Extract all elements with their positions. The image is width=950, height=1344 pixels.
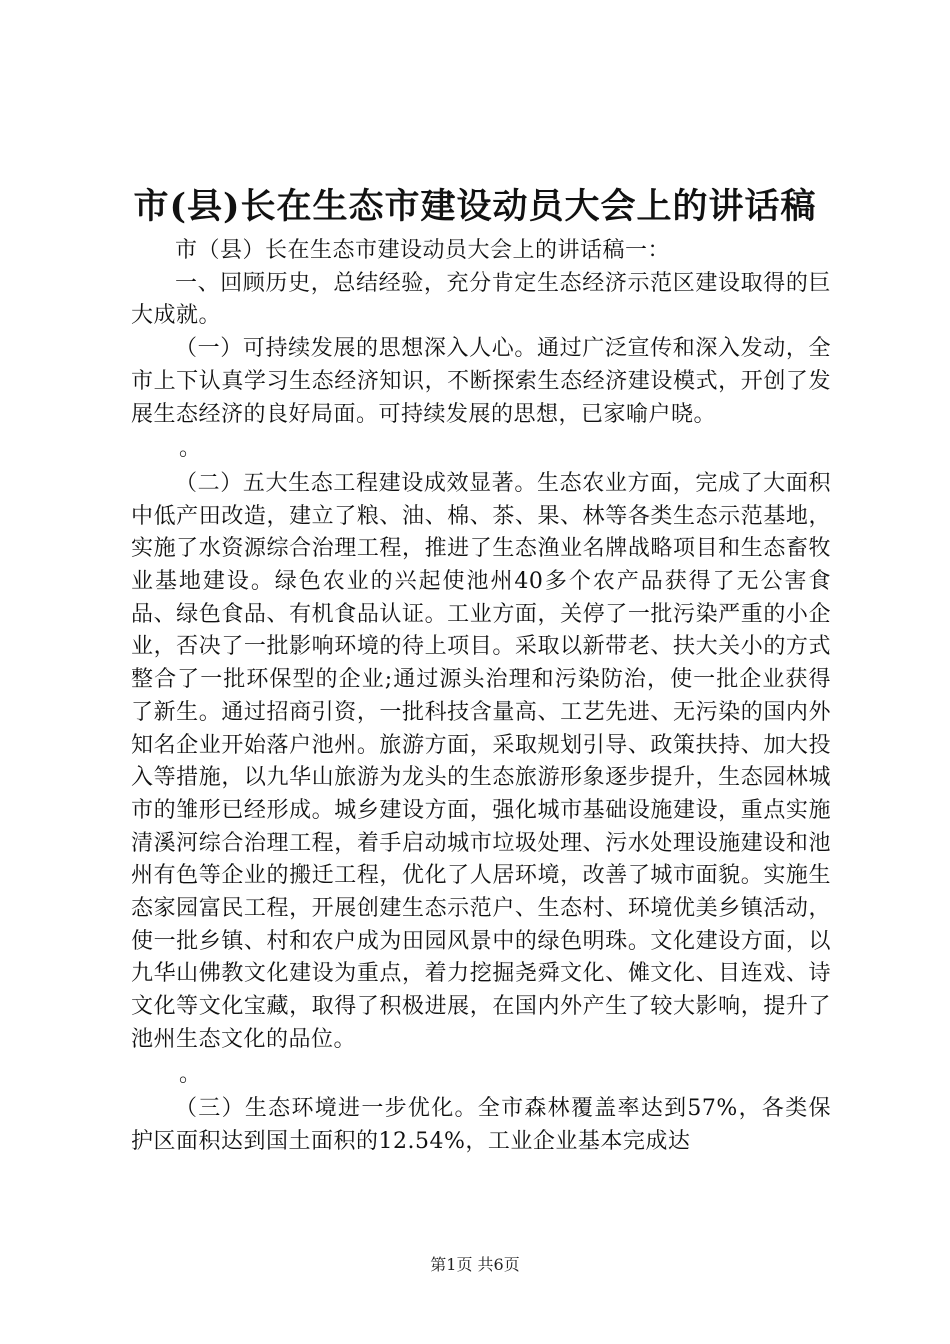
- paragraph-point-3: （三）生态环境进一步优化。全市森林覆盖率达到57%，各类保护区面积达到国土面积的12.54%，工业企业基本完成达: [131, 1096, 831, 1154]
- paragraph-point-2: （二）五大生态工程建设成效显著。生态农业方面，完成了大面积中低产田改造，建立了粮、油、棉、茶、果、林等各类生态示范基地，实施了水资源综合治理工程，推进了生态渔业名牌战略项目和生态畜牧业基地建设。绿色农业的兴起使池州40多个农产品获得了无公害食品、绿色食品、有机食品认证。工业方面，关停了一批污染严重的小企业，否决了一批影响环境的待上项目。采取以新带老、扶大关小的方式整合了一批环保型的企业;通过源头治理和污染防治，使一批企业获得了新生。通过招商引资，一批科技含量高、工艺先进、无污染的国内外知名企业开始落户池州。旅游方面，采取规划引导、政策扶持、加大投入等措施，以九华山旅游为龙头的生态旅游形象逐步提升，生态园林城市的雏形已经形成。城乡建设方面，强化城市基础设施建设，重点实施清溪河综合治理工程，着手启动城市垃圾处理、污水处理设施建设和池州有色等企业的搬迁工程，优化了人居环境，改善了城市面貌。实施生态家园富民工程，开展创建生态示范户、生态村、环境优美乡镇活动，使一批乡镇、村和农户成为田园风景中的绿色明珠。文化建设方面，以九华山佛教文化建设为重点，着力挖掘尧舜文化、傩文化、目连戏、诗文化等文化宝藏，取得了积极进展，在国内外产生了较大影响，提升了池州生态文化的品位。: [131, 470, 831, 1052]
- paragraph-section-heading: 一、回顾历史，总结经验，充分肯定生态经济示范区建设取得的巨大成就。: [131, 270, 831, 329]
- paragraph-separator: 。: [179, 1061, 202, 1087]
- document-body: [131, 235, 831, 1159]
- paragraph-intro: 市（县）长在生态市建设动员大会上的讲话稿一：: [175, 238, 671, 263]
- page-footer: 第1页 共6页: [430, 1255, 520, 1274]
- paragraph-separator: 。: [179, 436, 202, 462]
- document-title: 市(县)长在生态市建设动员大会上的讲话稿: [133, 186, 817, 227]
- paragraph-point-1: （一）可持续发展的思想深入人心。通过广泛宣传和深入发动，全市上下认真学习生态经济知识，不断探索生态经济建设模式，开创了发展生态经济的良好局面。可持续发展的思想，已家喻户晓。: [131, 336, 831, 427]
